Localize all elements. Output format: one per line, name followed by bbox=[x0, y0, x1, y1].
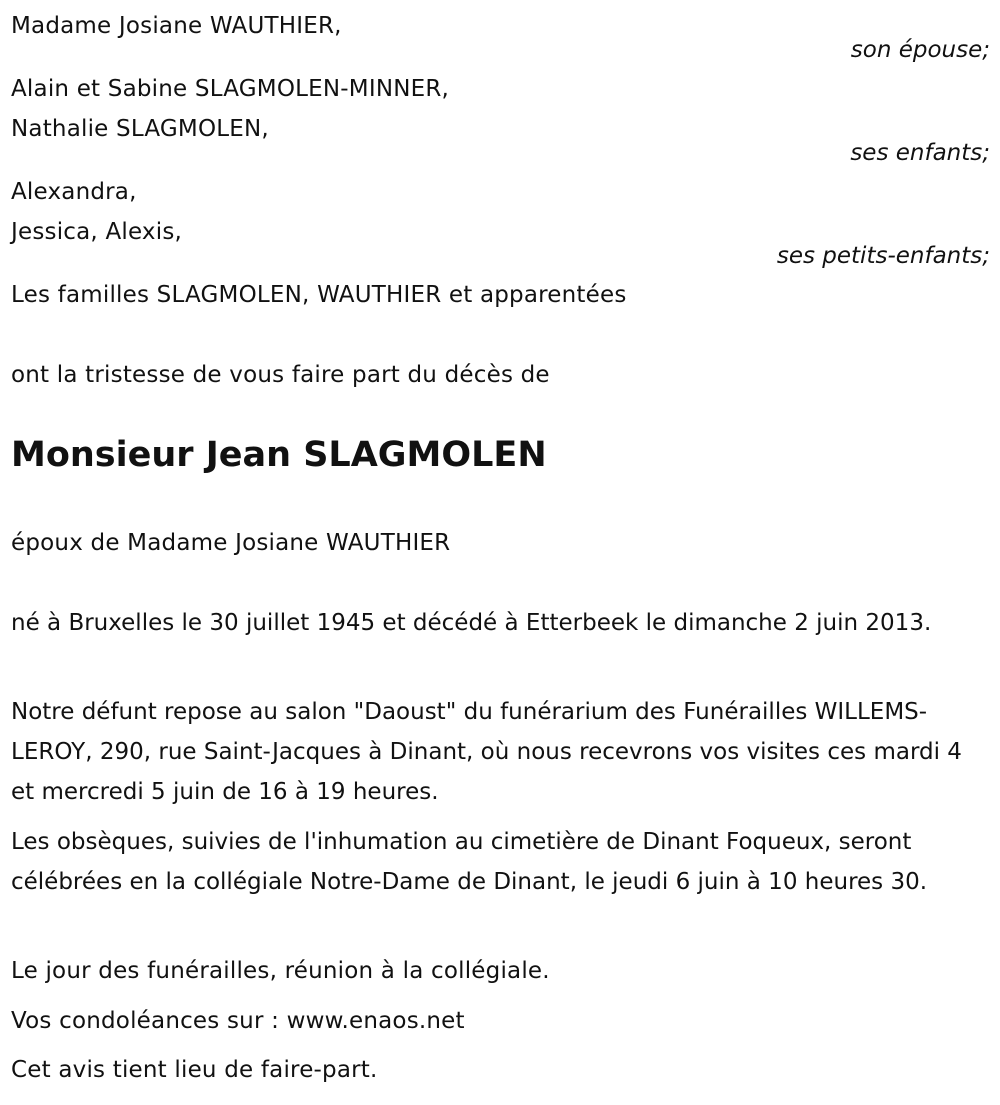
condolences-line: Vos condoléances sur : www.enaos.net bbox=[11, 1008, 465, 1034]
children-role: ses enfants; bbox=[850, 140, 990, 166]
gathering-line: Le jour des funérailles, réunion à la collégiale. bbox=[11, 958, 550, 984]
deceased-name: Monsieur Jean SLAGMOLEN bbox=[11, 435, 547, 475]
notice-line: Cet avis tient lieu de faire-part. bbox=[11, 1057, 378, 1083]
announcement-line: ont la tristesse de vous faire part du décès de bbox=[11, 362, 550, 388]
families-line: Les familles SLAGMOLEN, WAUTHIER et apparentées bbox=[11, 282, 627, 308]
spouse-role: son épouse; bbox=[850, 37, 990, 63]
grandchildren-role: ses petits-enfants; bbox=[776, 243, 990, 269]
funeral-paragraph: Les obsèques, suivies de l'inhumation au cimetière de Dinant Foqueux, seront célébrées en la collégiale Notre-Dame de Dinant, le jeudi 6 juin à 10 heures 30. bbox=[11, 829, 928, 895]
child-name-2: Nathalie SLAGMOLEN, bbox=[11, 116, 269, 142]
spouse-name: Madame Josiane WAUTHIER, bbox=[11, 13, 342, 39]
birth-death-paragraph: né à Bruxelles le 30 juillet 1945 et décédé à Etterbeek le dimanche 2 juin 2013. bbox=[11, 610, 932, 636]
husband-of-line: époux de Madame Josiane WAUTHIER bbox=[11, 530, 451, 556]
grandchild-name-2: Jessica, Alexis, bbox=[11, 219, 183, 245]
grandchild-name-1: Alexandra, bbox=[11, 179, 137, 205]
visitation-paragraph: Notre défunt repose au salon "Daoust" du funérarium des Funérailles WILLEMS-LEROY, 290, rue Saint-Jacques à Dinant, où nous recevrons vos visites ces mardi 4 et mercredi 5 juin de 16 à 19 heures. bbox=[11, 699, 962, 805]
child-name-1: Alain et Sabine SLAGMOLEN-MINNER, bbox=[11, 76, 450, 102]
